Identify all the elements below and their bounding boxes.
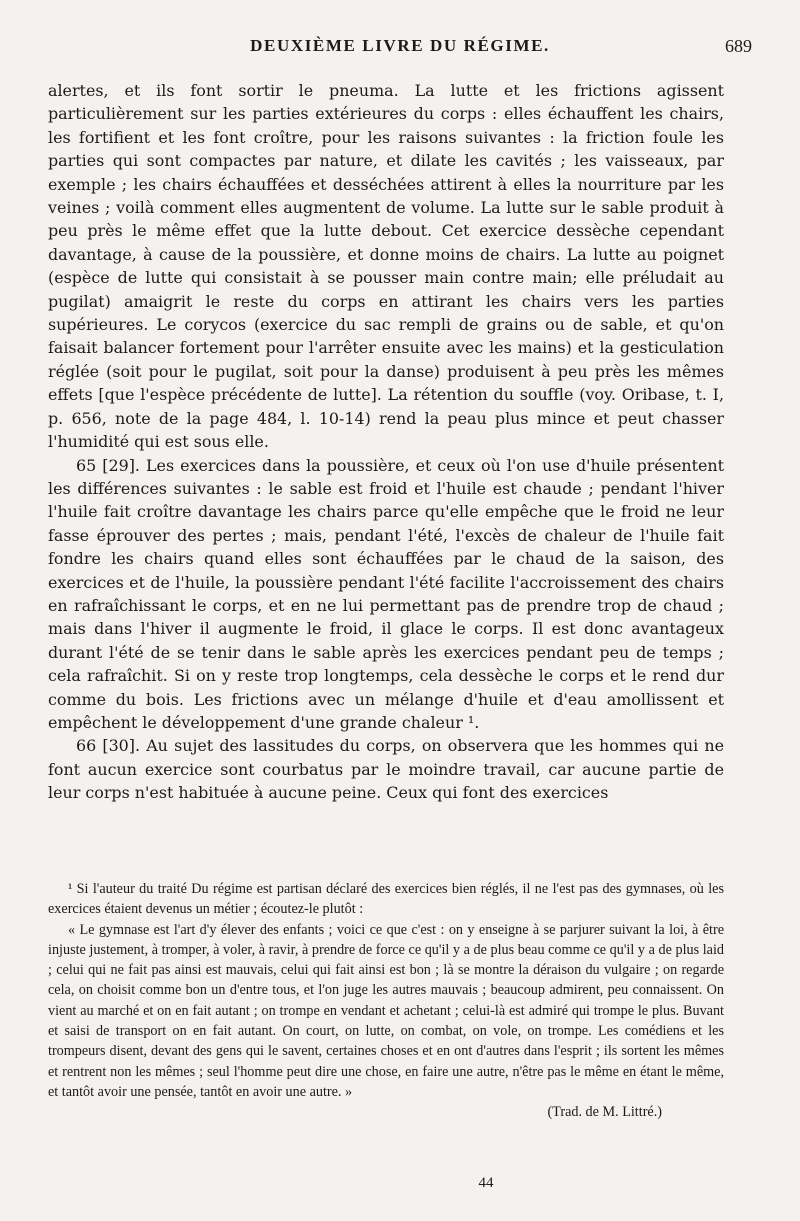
paragraph-65: 65 [29]. Les exercices dans la poussière, et ceux où l'on use d'huile présentent les différences suivantes : le sable est froid et l'huile est chaude ; pendant l'hiver l'huile fait croître davantage les chairs parce qu'elle empêche que le froid ne leur fasse éprouver des pertes ; mais, pendant l'été, l'excès de chaleur de l'huile fait fondre les chairs quand elles sont échauffées par le chaud de la saison, des exercices et de l'huile, la poussière pendant l'été facilite l'accroissement des chairs en rafraîchissant le corps, et en ne lui permettant pas de prendre trop de chaud ; mais dans l'hiver il augmente le froid, il glace le corps. Il est donc avantageux durant l'été de se tenir dans le sable après les exercices pendant peu de temps ; cela rafraîchit. Si on y reste trop longtemps, cela dessèche le corps et le rend dur comme du bois. Les frictions avec un mélange d'huile et d'eau amollissent et empêchent le développement d'une grande chaleur ¹. [48,455,724,732]
main-text [48,79,724,805]
paragraph-continuation: alertes, et ils font sortir le pneuma. La lutte et les frictions agissent particulièrement sur les parties extérieures du corps : elles échauffent les chairs, les fortifient et les font croître, pour les raisons suivantes : la friction foule les parties qui sont compactes par nature, et dilate les cavités ; les vaisseaux, par exemple ; les chairs échauffées et desséchées attirent à elles la nourriture par les veines ; voilà comment elles augmentent de volume. La lutte sur le sable produit à peu près le même effet que la lutte debout. Cet exercice dessèche cependant davantage, à cause de la poussière, et donne moins de chairs. La lutte au poignet (espèce de lutte qui consistait à se pousser main contre main; elle préludait au pugilat) amaigrit le reste du corps en attirant les chairs vers les parties supérieures. Le corycos (exercice du sac rempli de grains ou de sable, et qu'on faisait balancer fortement pour l'arrêter ensuite avec les mains) et la gesticulation réglée (soit pour le pugilat, soit pour la danse) produisent à peu près les mêmes effets [que l'espèce précédente de lutte]. La rétention du souffle (voy. Oribase, t. I, p. 656, note de la page 484, l. 10-14) rend la peau plus mince et peut chasser l'humidité qui est sous elle. [48,81,724,452]
running-head [48,36,752,64]
footnote-1: ¹ Si l'auteur du traité Du régime est partisan déclaré des exercices bien réglés, il ne l'est pas des gymnases, où les exercices étaient devenus un métier ; écoutez-le plutôt : [48,881,724,918]
page-number: 689 [725,36,752,56]
running-title: DEUXIÈME LIVRE DU RÉGIME. [250,36,550,55]
footnote-attribution: (Trad. de M. Littré.) [547,1104,662,1121]
footnote-quotation: « Le gymnase est l'art d'y élever des enfants ; voici ce que c'est : on y enseigne à se parjurer suivant la loi, à être injuste justement, à tromper, à voler, à ravir, à prendre de force ce qu'il y a de plus beau comme ce qu'il y a de plus laid ; celui qui ne fait pas ainsi est mauvais, celui qui fait ainsi est bon ; là se montre la déraison du vulgaire ; on regarde cela, on choisit comme bon un d'entre tous, et l'on juge les autres mauvais ; beaucoup admirent, peu connaissent. On vient au marché et on en fait autant ; on trompe en vendant et achetant ; celui-là est admiré qui trompe le plus. Buvant et saisi de transport on en fait autant. On court, on lutte, on combat, on vole, on trompe. Les comédiens et les trompeurs disent, devant des gens qui le savent, certaines choses et en ont d'autres dans l'esprit ; ils sortent les mêmes et rentrent non les mêmes ; seul l'homme peut dire une chose, en faire une autre, n'être pas le même en étant le même, et tantôt avoir une pensée, tantôt en avoir une autre. » [48,921,724,1100]
printer-signature-mark: 44 [478,1175,494,1191]
footnotes [48,879,724,1123]
paragraph-66: 66 [30]. Au sujet des lassitudes du corps, on observera que les hommes qui ne font aucun exercice sont courbatus par le moindre travail, car aucune partie de leur corps n'est habituée à aucune peine. Ceux qui font des exercices [48,736,724,803]
